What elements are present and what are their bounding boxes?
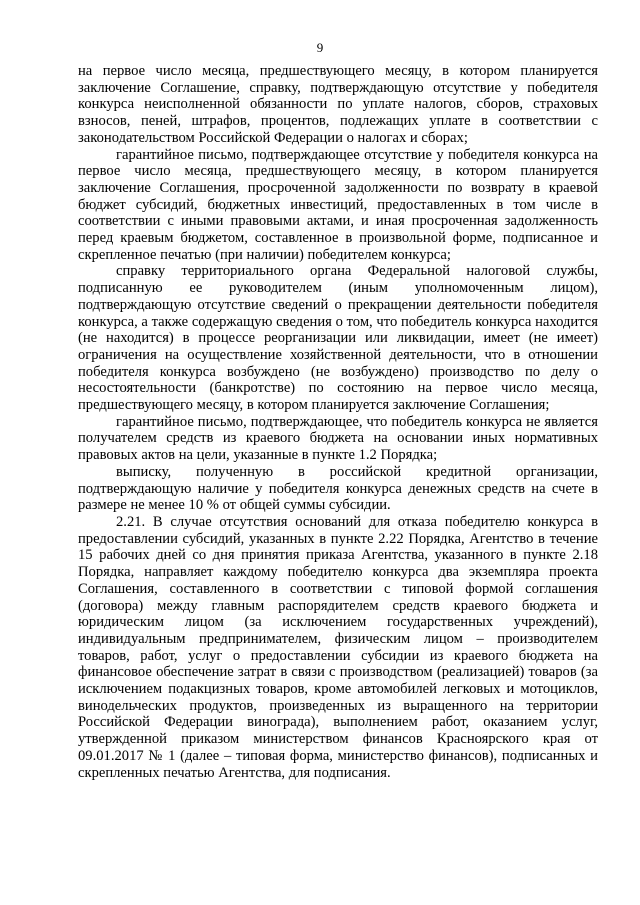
paragraph-guarantee-letter-funds: гарантийное письмо, подтверждающее, что победитель конкурса не является получателем средств из краевого бюджета на основании иных нормативных правовых актов на цели, указанные в пункте 1.2 Порядка; bbox=[78, 413, 598, 464]
paragraph-guarantee-letter-debt: гарантийное письмо, подтверждающее отсутствие у победителя конкурса на первое число месяца, предшествующего месяцу, в котором планируется заключение Соглашения, просроченной задолженности по возврату в краевой бюджет субсидий, бюджетных инвестиций, предоставленных в том числе в соответствии с иными правовыми актами, и иная просроченная задолженность перед краевым бюджетом, составленное в произвольной форме, подписанное и скрепленное печатью (при наличии) победителем конкурса; bbox=[78, 146, 598, 263]
document-body bbox=[78, 63, 598, 781]
paragraph-bank-statement: выписку, полученную в российской кредитной организации, подтверждающую наличие у победителя конкурса денежных средств на счете в размере не менее 10 % от общей суммы субсидии. bbox=[78, 463, 598, 514]
paragraph-clause-2-21: 2.21. В случае отсутствия оснований для отказа победителю конкурса в предоставлении субсидий, указанных в пункте 2.22 Порядка, Агентство в течение 15 рабочих дней со дня принятия приказа Агентства, указанного в пункте 2.18 Порядка, направляет каждому победителю конкурса два экземпляра проекта Соглашения, составленного в соответствии с типовой формой соглашения (договора) между главным распорядителем средств краевого бюджета и юридическим лицом (за исключением государственных учреждений), индивидуальным предпринимателем, физическим лицом – производителем товаров, работ, услуг о предоставлении субсидии из краевого бюджета на финансовое обеспечение затрат в связи с производством (реализацией) товаров (за исключением подакцизных товаров, кроме автомобилей легковых и мотоциклов, винодельческих продуктов, произведенных из выращенного на территории Российской Федерации винограда), выполнением работ, оказанием услуг, утвержденной приказом министерством финансов Красноярского края от 09.01.2017 № 1 (далее – типовая форма, министерство финансов), подписанных и скрепленных печатью Агентства, для подписания. bbox=[78, 513, 598, 781]
paragraph-continuation: на первое число месяца, предшествующего месяцу, в котором планируется заключение Соглашение, справку, подтверждающую отсутствие у победителя конкурса неисполненной обязанности по уплате налогов, сборов, страховых взносов, пеней, штрафов, процентов, подлежащих уплате в соответствии с законодательством Российской Федерации о налогах и сборах; bbox=[78, 63, 598, 146]
paragraph-tax-service-certificate: справку территориального органа Федеральной налоговой службы, подписанную ее руководителем (иным уполномоченным лицом), подтверждающую отсутствие сведений о прекращении деятельности победителя конкурса, а также содержащую сведения о том, что победитель конкурса находится (не находится) в процессе реорганизации или ликвидации, имеет (не имеет) ограничения на осуществление хозяйственной деятельности, что в отношении победителя конкурса возбуждено (не возбуждено) производство по делу о несостоятельности (банкротстве) по состоянию на первое число месяца, предшествующего месяцу, в котором планируется заключение Соглашения; bbox=[78, 263, 598, 414]
page-number: 9 bbox=[316, 40, 324, 55]
